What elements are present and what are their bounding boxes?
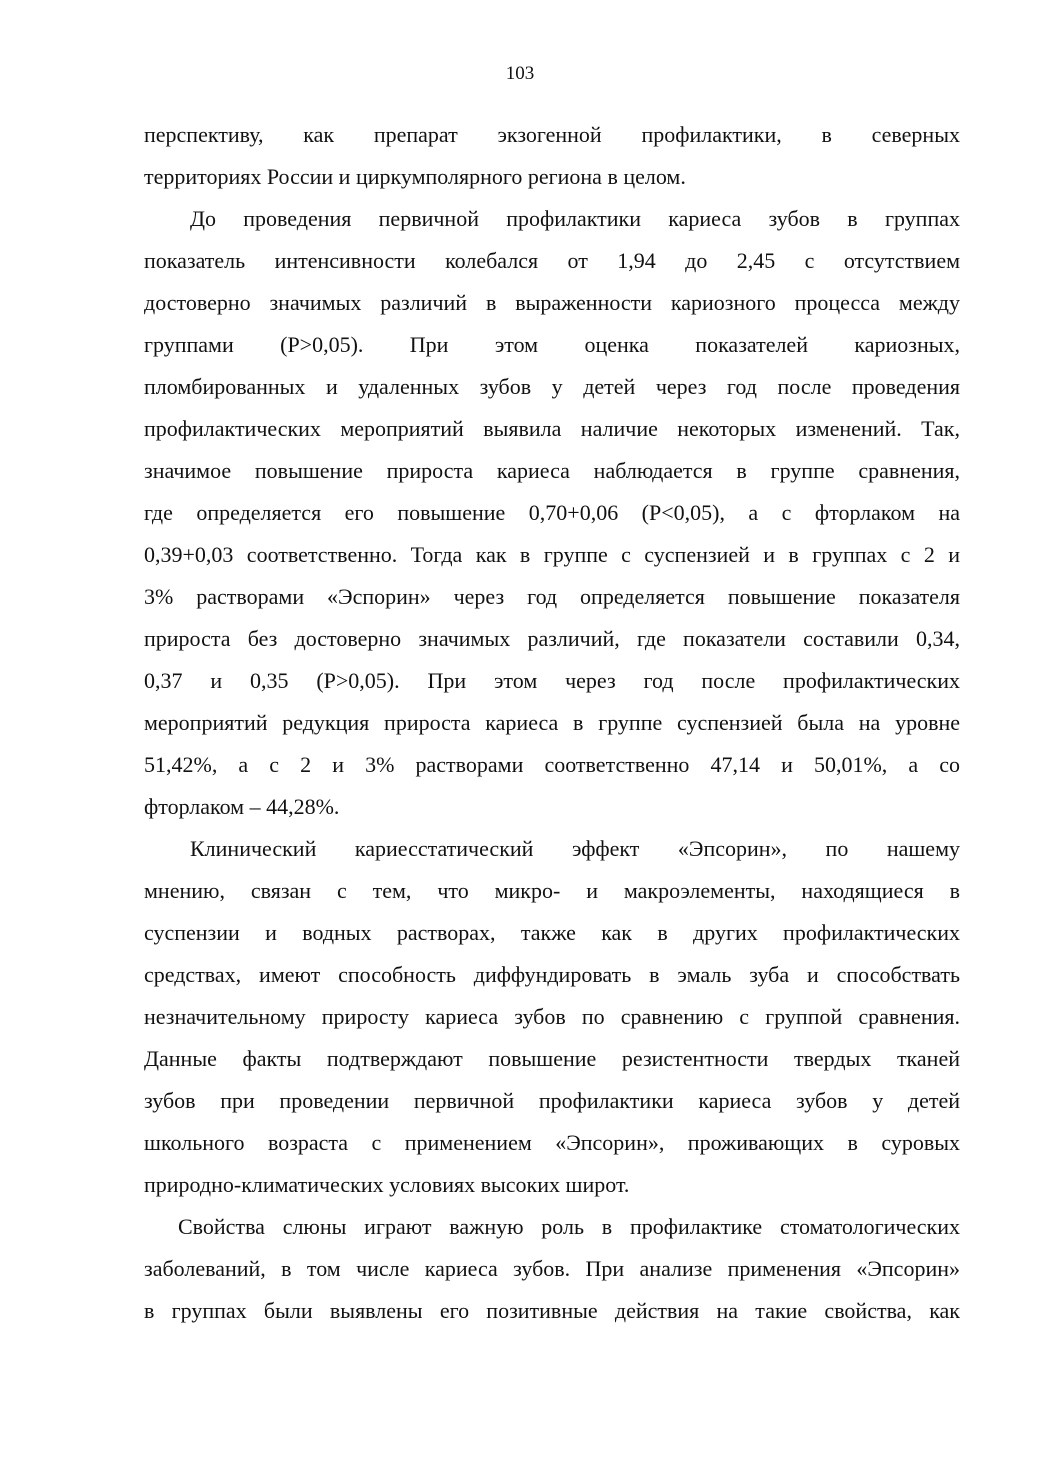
text-line: Клинический кариесстатический эффект «Эпсорин», по нашему <box>190 836 960 861</box>
page-number: 103 <box>505 63 535 84</box>
paragraph <box>144 114 960 198</box>
body-text <box>144 114 960 1332</box>
paragraph <box>144 828 960 1206</box>
text-line: мнению, связан с тем, что микро- и макроэлементы, находящиеся в <box>144 878 960 903</box>
text-line: зубов при проведении первичной профилактики кариеса зубов у детей <box>144 1088 960 1113</box>
text-line: в группах были выявлены его позитивные действия на такие свойства, как <box>144 1298 960 1323</box>
text-line: школьного возраста с применением «Эпсорин», проживающих в суровых <box>144 1130 960 1155</box>
text-line: средствах, имеют способность диффундировать в эмаль зуба и способствать <box>144 962 960 987</box>
text-line: заболеваний, в том числе кариеса зубов. При анализе применения «Эпсорин» <box>144 1256 960 1281</box>
text-line: значимое повышение прироста кариеса наблюдается в группе сравнения, <box>144 458 960 483</box>
text-line: До проведения первичной профилактики кариеса зубов в группах <box>190 206 960 231</box>
text-line: 0,39+0,03 соответственно. Тогда как в группе с суспензией и в группах с 2 и <box>144 542 960 567</box>
text-line: пломбированных и удаленных зубов у детей через год после проведения <box>144 374 960 399</box>
text-line: мероприятий редукция прироста кариеса в группе суспензией была на уровне <box>144 710 960 735</box>
text-line: группами (Р>0,05). При этом оценка показателей кариозных, <box>144 332 960 357</box>
text-line: Свойства слюны играют важную роль в профилактике стоматологических <box>178 1214 960 1239</box>
text-line: 0,37 и 0,35 (Р>0,05). При этом через год после профилактических <box>144 668 960 693</box>
paragraph <box>144 1206 960 1332</box>
text-line: природно-климатических условиях высоких широт. <box>144 1172 630 1197</box>
text-line: 51,42%, а с 2 и 3% растворами соответственно 47,14 и 50,01%, а со <box>144 752 960 777</box>
text-line: достоверно значимых различий в выраженности кариозного процесса между <box>144 290 960 315</box>
text-line: перспективу, как препарат экзогенной профилактики, в северных <box>144 122 960 147</box>
text-line: территориях России и циркумполярного региона в целом. <box>144 164 686 189</box>
text-line: профилактических мероприятий выявила наличие некоторых изменений. Так, <box>144 416 960 441</box>
text-line: незначительному приросту кариеса зубов по сравнению с группой сравнения. <box>144 1004 960 1029</box>
text-line: суспензии и водных растворах, также как в других профилактических <box>144 920 960 945</box>
text-line: показатель интенсивности колебался от 1,94 до 2,45 с отсутствием <box>144 248 960 273</box>
text-line: где определяется его повышение 0,70+0,06 (Р<0,05), а с фторлаком на <box>144 500 960 525</box>
text-line: Данные факты подтверждают повышение резистентности твердых тканей <box>144 1046 960 1071</box>
text-line: фторлаком – 44,28%. <box>144 794 340 819</box>
text-line: 3% растворами «Эспорин» через год определяется повышение показателя <box>144 584 960 609</box>
paragraph <box>144 198 960 828</box>
text-line: прироста без достоверно значимых различий, где показатели составили 0,34, <box>144 626 960 651</box>
